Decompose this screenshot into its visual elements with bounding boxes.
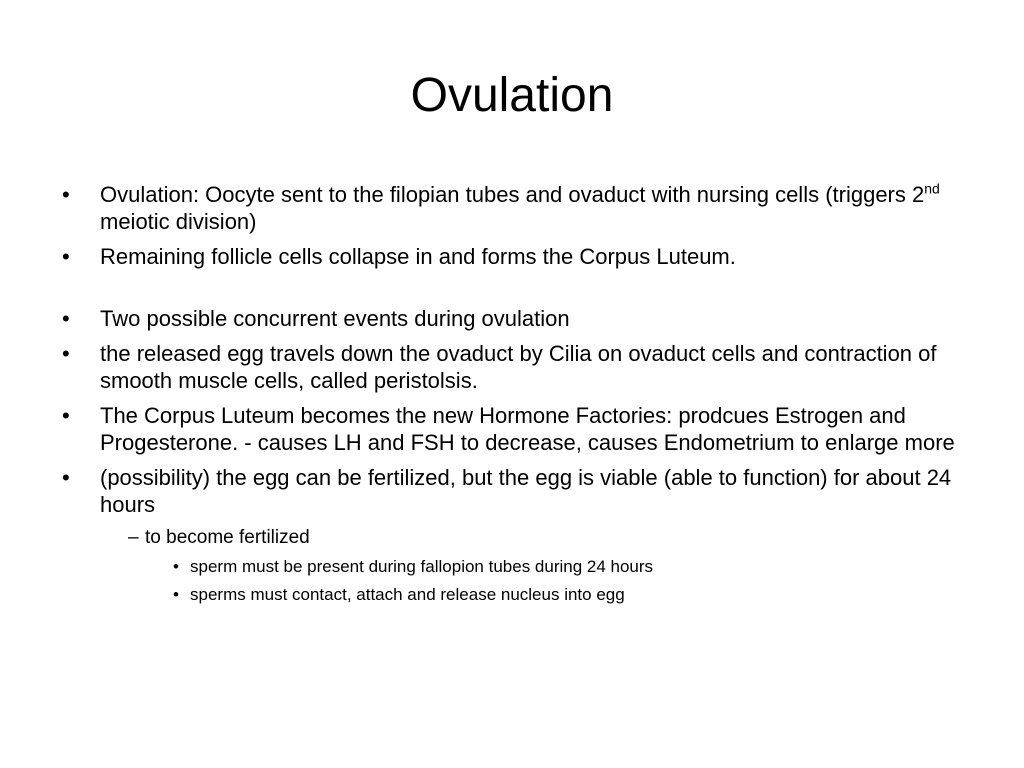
bullet-item [56, 181, 976, 235]
bullet-item [56, 464, 976, 518]
bullet-item [56, 243, 976, 270]
bullet-text: Remaining follicle cells collapse in and forms the Corpus Luteum. [100, 244, 736, 269]
bullet-text-pre: Ovulation: Oocyte sent to the filopian tubes and ovaduct with nursing cells (triggers 2 [100, 182, 925, 207]
bullet-text: the released egg travels down the ovaduct by Cilia on ovaduct cells and contraction of smooth muscle cells, called peristolsis. [100, 341, 937, 393]
bullet-item [56, 340, 976, 394]
bullet-icon: • [62, 306, 70, 331]
slide-title: Ovulation [410, 69, 614, 122]
sub-bullet-item [56, 526, 976, 550]
bullet-text-post: meiotic division) [100, 209, 257, 234]
bullet-text-superscript: nd [924, 180, 940, 197]
bullet-item [56, 305, 976, 332]
sub-sub-bullet-text: sperm must be present during fallopion tubes during 24 hours [190, 557, 654, 576]
bullet-icon: • [62, 403, 70, 428]
sub-sub-bullet-text: sperms must contact, attach and release nucleus into egg [190, 585, 625, 604]
bullet-icon: • [62, 465, 70, 490]
bullet-icon: • [173, 585, 179, 604]
bullet-icon: • [62, 341, 70, 366]
sub-sub-bullet-item [56, 556, 976, 578]
dash-icon: – [128, 527, 139, 548]
bullet-icon: • [173, 557, 179, 576]
paragraph-spacer [56, 278, 976, 305]
bullet-text: The Corpus Luteum becomes the new Hormone Factories: prodcues Estrogen and Progesterone. - causes LH and FSH to decrease, causes Endometrium to enlarge more [100, 403, 955, 455]
bullet-icon: • [62, 244, 70, 269]
bullet-text: (possibility) the egg can be fertilized, but the egg is viable (able to function) for about 24 hours [100, 465, 952, 517]
slide-content [56, 181, 976, 612]
bullet-item [56, 402, 976, 456]
bullet-text: Two possible concurrent events during ovulation [100, 306, 570, 331]
bullet-icon: • [62, 182, 70, 207]
sub-sub-bullet-item [56, 584, 976, 606]
sub-bullet-text: to become fertilized [145, 527, 310, 548]
